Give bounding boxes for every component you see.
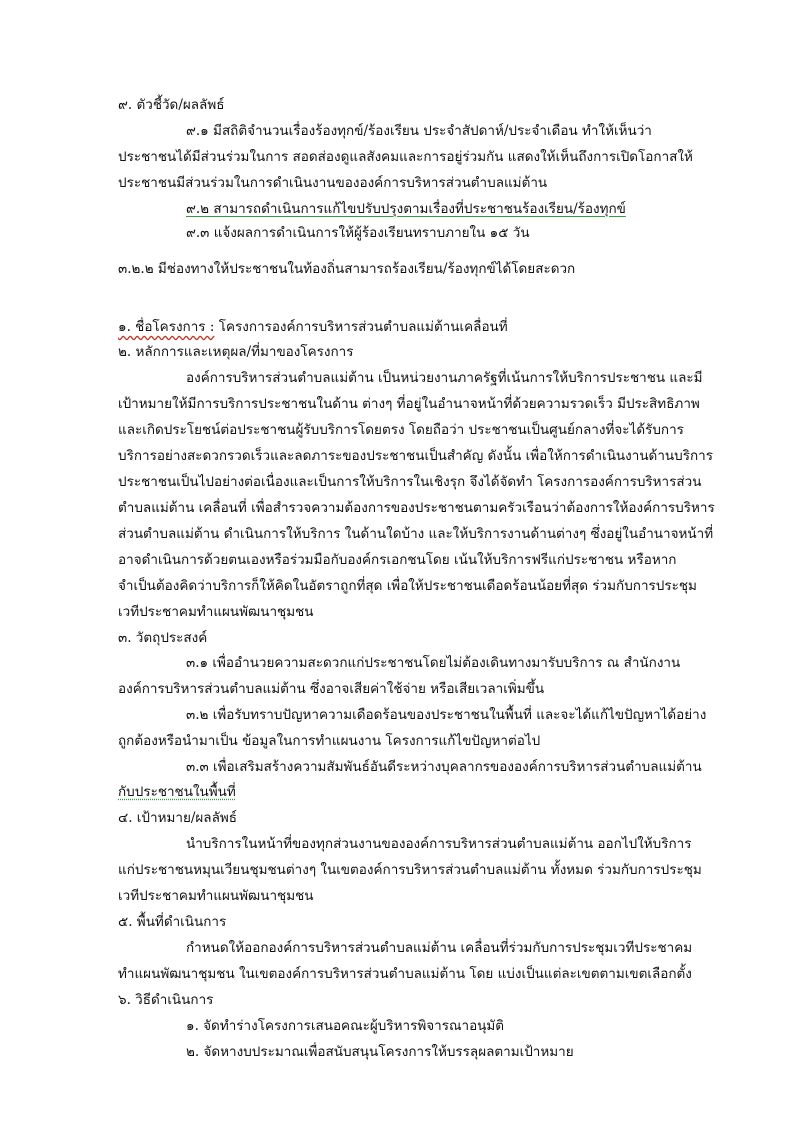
paragraph-line: จำเป็นต้องคิดว่าบริการก็ให้คิดในอัตราถูกที่สุด เพื่อให้ประชาชนเดือดร้อนน้อยที่สุด ร่วมกับการประชุม <box>118 578 697 594</box>
objective-line: กับประชาชนในพื้นที่ <box>118 784 236 800</box>
area-heading: ๕. พื้นที่ดำเนินการ <box>118 914 227 930</box>
rationale-heading: ๒. หลักการและเหตุผล/ที่มาของโครงการ <box>118 344 354 360</box>
paragraph-line: เป้าหมายให้มีการบริการประชาชนในด้าน ต่างๆ ที่อยู่ในอำนาจหน้าที่ด้วยความรวดเร็ว มีประสิทธิภาพ <box>118 396 700 412</box>
paragraph-line: ทำแผนพัฒนาชุมชน ในเขตองค์การบริหารส่วนตำบลแม่ต้าน โดย แบ่งเป็นแต่ละเขตตามเขตเลือกตั้ง <box>118 966 692 982</box>
method-heading: ๖. วิธีดำเนินการ <box>118 992 214 1008</box>
project-name-label: ๑. ชื่อโครงการ : <box>118 319 215 335</box>
paragraph-line: นำบริการในหน้าที่ของทุกส่วนงานขององค์การบริหารส่วนตำบลแม่ต้าน ออกไปให้บริการ <box>186 836 692 852</box>
paragraph-line: ประชาชนมีส่วนร่วมในการดำเนินงานขององค์การบริหารส่วนตำบลแม่ต้าน <box>118 175 548 191</box>
paragraph-line: องค์การบริหารส่วนตำบลแม่ต้าน เป็นหน่วยงานภาครัฐที่เน้นการให้บริการประชาชน และมี <box>186 370 703 386</box>
method-step: ๒. จัดหางบประมาณเพื่อสนับสนุนโครงการให้บรรลุผลตามเป้าหมาย <box>186 1044 574 1060</box>
paragraph-line: แก่ประชาชนหมุนเวียนชุมชนต่างๆ ในเขตองค์การบริหารส่วนตำบลแม่ต้าน ทั้งหมด ร่วมกับการประชุม <box>118 862 702 878</box>
paragraph-line: บริการอย่างสะดวกรวดเร็วและลดภาระของประชาชนเป็นสำคัญ ดังนั้น เพื่อให้การดำเนินงานด้านบริการ <box>118 448 713 464</box>
paragraph-line: ประชาชนได้มีส่วนร่วมในการ สอดส่องดูแลสังคมและการอยู่ร่วมกัน แสดงให้เห็นถึงการเปิดโอกาสให้ <box>118 149 693 165</box>
paragraph-line: และเกิดประโยชน์ต่อประชาชนผู้รับบริการโดยตรง โดยถือว่า ประชาชนเป็นศูนย์กลางที่จะได้รับการ <box>118 422 684 438</box>
paragraph-line: กำหนดให้ออกองค์การบริหารส่วนตำบลแม่ต้าน เคลื่อนที่ร่วมกับการประชุมเวทีประชาคม <box>186 940 693 956</box>
section-9-heading: ๙. ตัวชี้วัด/ผลลัพธ์ <box>118 97 225 113</box>
paragraph-line: เวทีประชาคมทำแผนพัฒนาชุมชน <box>118 604 314 620</box>
method-step: ๑. จัดทำร่างโครงการเสนอคณะผู้บริหารพิจารณาอนุมัติ <box>186 1018 505 1034</box>
paragraph-line: ประชาชนเป็นไปอย่างต่อเนื่องและเป็นการให้บริการในเชิงรุก จึงได้จัดทำ โครงการองค์การบริหารส่วน <box>118 474 702 490</box>
paragraph-line: ๙.๑ มีสถิติจำนวนเรื่องร้องทุกข์/ร้องเรียน ประจำสัปดาห์/ประจำเดือน ทำให้เห็นว่า <box>186 123 652 139</box>
paragraph-line: เวทีประชาคมทำแผนพัฒนาชุมชน <box>118 888 314 904</box>
indicator-9-3: ๙.๓ แจ้งผลการดำเนินการให้ผู้ร้องเรียนทราบภายใน ๑๕ วัน <box>186 225 530 241</box>
subsection-3-2-2: ๓.๒.๒ มีช่องทางให้ประชาชนในท้องถิ่นสามารถร้องเรียน/ร้องทุกข์ได้โดยสะดวก <box>118 261 576 277</box>
project-name <box>118 317 508 337</box>
project-name-value: โครงการองค์การบริหารส่วนตำบลแม่ต้านเคลื่อนที่ <box>214 319 508 335</box>
objective-line: ๓.๒ เพื่อรับทราบปัญหาความเดือดร้อนของประชาชนในพื้นที่ และจะได้แก้ไขปัญหาได้อย่าง <box>186 707 707 723</box>
indicator-9-2: ๙.๒ สามารถดำเนินการแก้ไขปรับปรุงตามเรื่องที่ประชาชนร้องเรียน/ร้องทุกข์ <box>186 201 626 217</box>
paragraph-line: ตำบลแม่ต้าน เคลื่อนที่ เพื่อสำรวจความต้องการของประชาชนตามครัวเรือนว่าต้องการให้องค์การบริหาร <box>118 500 715 516</box>
target-heading: ๔. เป้าหมาย/ผลลัพธ์ <box>118 810 237 826</box>
paragraph-line: อาจดำเนินการด้วยตนเองหรือร่วมมือกับองค์กรเอกชนโดย เน้นให้บริการฟรีแก่ประชาชน หรือหาก <box>118 552 677 568</box>
paragraph-line: ส่วนตำบลแม่ต้าน ดำเนินการให้บริการ ในด้านใดบ้าง และให้บริการงานด้านต่างๆ ซึ่งอยู่ในอำนาจหน้าที่ <box>118 526 714 542</box>
objective-line: ๓.๓ เพื่อเสริมสร้างความสัมพันธ์อันดีระหว่างบุคลากรขององค์การบริหารส่วนตำบลแม่ต้าน <box>186 759 702 775</box>
objectives-heading: ๓. วัตถุประสงค์ <box>118 630 208 646</box>
objective-line: ๓.๑ เพื่ออำนวยความสะดวกแก่ประชาชนโดยไม่ต้องเดินทางมารับบริการ ณ สำนักงาน <box>186 655 681 671</box>
objective-line: ถูกต้องหรือนำมาเป็น ข้อมูลในการทำแผนงาน โครงการแก้ไขปัญหาต่อไป <box>118 733 541 749</box>
objective-line: องค์การบริหารส่วนตำบลแม่ต้าน ซึ่งอาจเสียค่าใช้จ่าย หรือเสียเวลาเพิ่มขึ้น <box>118 681 545 697</box>
